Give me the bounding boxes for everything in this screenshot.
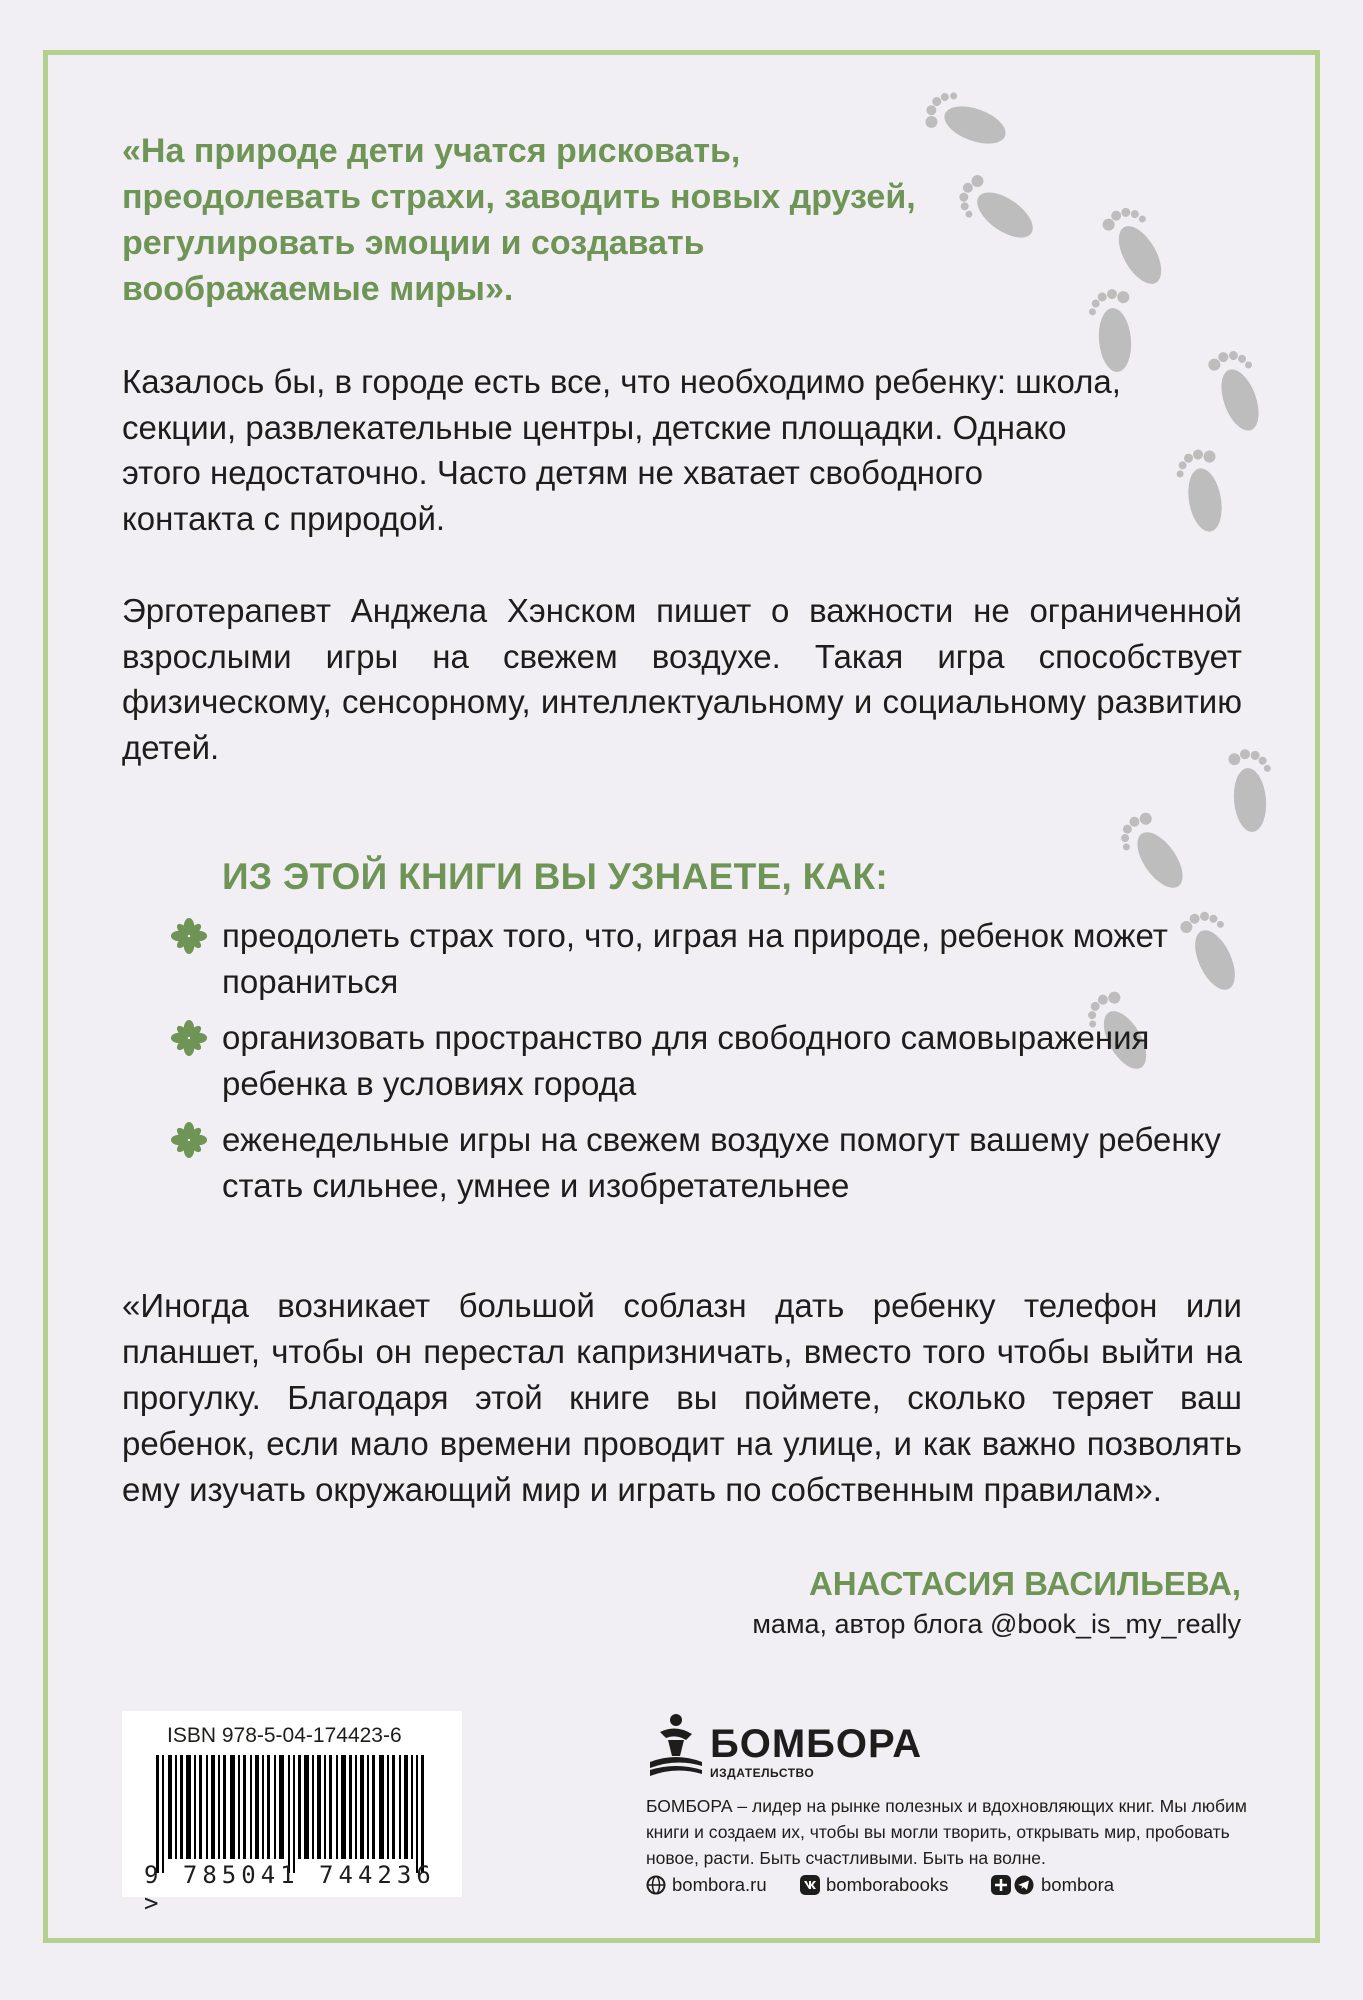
- vk-icon: [800, 1875, 820, 1895]
- author-paragraph: Эрготерапевт Анджела Хэнском пишет о важности не ограниченной взрослыми игры на свежем воздухе. Такая игра способствует физическому, сенсорному, интеллектуальному и социальному развитию детей.: [122, 592, 1242, 766]
- intro-quote: «На природе дети учатся рисковать, преодолевать страхи, заводить новых друзей, регулировать эмоции и создавать воображаемые миры».: [122, 132, 916, 308]
- leaf-flower-icon: [170, 1121, 208, 1159]
- leaf-flower-icon: [170, 917, 208, 955]
- barcode-digits: 9 785041 744236 >: [144, 1861, 436, 1917]
- globe-icon: [646, 1875, 666, 1895]
- review-quote: «Иногда возникает большой соблазн дать ребенку телефон или планшет, чтобы он перестал капризничать, вместо того чтобы выйти на прогулку. Благодаря этой книге вы поймете, сколько теряет ваш ребенок, если мало времени проводит на улице, и как важно позволять ему изучать окружающий мир и играть по собственным правилам».: [122, 1287, 1242, 1508]
- learn-item-text: организовать пространство для свободного самовыражения ребенка в условиях города: [222, 1019, 1150, 1102]
- publisher-description: БОМБОРА – лидер на рынке полезных и вдохновляющих книг. Мы любим книги и создаем их, чтобы вы могли творить, открывать мир, пробовать новое, расти. Быть счастливыми. Быть на волне.: [646, 1796, 1247, 1868]
- social-label: bomborabooks: [826, 1874, 949, 1895]
- social-label: bombora: [1041, 1874, 1115, 1895]
- telegram-icon: [991, 1875, 1035, 1895]
- learn-item-text: преодолеть страх того, что, играя на природе, ребенок может пораниться: [222, 917, 1168, 1000]
- leaf-flower-icon: [170, 1019, 208, 1057]
- review-author-role: мама, автор блога @book_is_my_really: [752, 1609, 1241, 1639]
- isbn-label: ISBN 978-5-04-174423-6: [167, 1724, 402, 1747]
- intro-paragraph: Казалось бы, в городе есть все, что необходимо ребенку: школа, секции, развлекательные центры, детские площадки. Однако этого недостаточно. Часто детям не хватает свободного контакта с природой.: [122, 363, 1121, 537]
- publisher-name: БОМБОРА: [710, 1722, 923, 1766]
- social-link-website[interactable]: [646, 1872, 767, 1898]
- learn-heading: ИЗ ЭТОЙ КНИГИ ВЫ УЗНАЕТЕ, КАК:: [222, 856, 889, 897]
- social-label: bombora.ru: [672, 1874, 767, 1895]
- social-link-vk[interactable]: [800, 1872, 948, 1898]
- publisher-subtitle: ИЗДАТЕЛЬСТВО: [710, 1766, 815, 1780]
- review-author: АНАСТАСИЯ ВАСИЛЬЕВА,: [808, 1565, 1241, 1602]
- bombora-logo-icon: [646, 1712, 706, 1782]
- barcode-box: [122, 1711, 462, 1917]
- learn-item-text: еженедельные игры на свежем воздухе помогут вашему ребенку стать сильнее, умнее и изобретательнее: [222, 1121, 1221, 1204]
- social-link-telegram[interactable]: [991, 1872, 1114, 1898]
